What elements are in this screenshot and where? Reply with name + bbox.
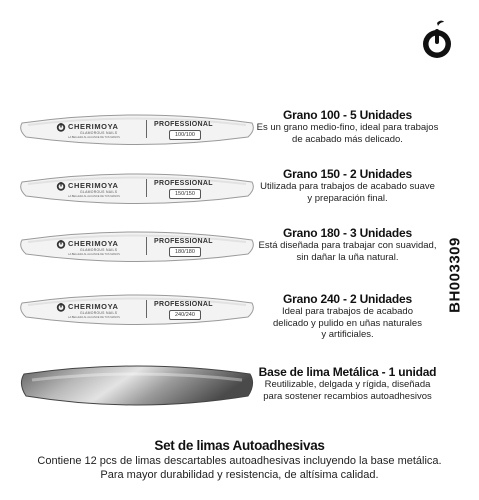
set-summary — [0, 437, 479, 482]
cherimoya-mini-icon — [56, 239, 66, 249]
nail-file-shape — [18, 283, 256, 333]
set-line: Contiene 12 pcs de limas descartables autoadhesivas incluyendo la base metálica. — [37, 455, 442, 467]
grit-label: 150/150 — [169, 189, 201, 199]
desc-line: y artificiales. — [321, 329, 374, 340]
nail-file-shape — [18, 220, 256, 270]
grit-180-title: Grano 180 - 3 Unidades — [283, 226, 412, 240]
grit-label: 100/100 — [169, 130, 201, 140]
grit-240-title: Grano 240 - 2 Unidades — [283, 292, 412, 306]
desc-line: Está diseñada para trabajar con suavidad, — [258, 240, 437, 251]
nail-file-180 — [18, 220, 256, 270]
file-type-label: PROFESSIONAL — [154, 301, 213, 308]
product-code-text: BH003309 — [446, 237, 464, 313]
nail-file-150 — [18, 162, 256, 212]
nail-file-shape — [18, 162, 256, 212]
grit-label: 240/240 — [169, 310, 201, 320]
desc-line: Ideal para trabajos de acabado — [282, 306, 413, 317]
file-divider — [146, 120, 147, 138]
grit-label: 180/180 — [169, 247, 201, 257]
cherimoya-mini-icon — [56, 302, 66, 312]
file-type-label: PROFESSIONAL — [154, 238, 213, 245]
grit-240-description — [250, 292, 445, 341]
brand-subtitle: GLAMOROUS NAILS — [80, 248, 118, 252]
file-type-label: PROFESSIONAL — [154, 121, 213, 128]
grit-150-title: Grano 150 - 2 Unidades — [283, 167, 412, 181]
desc-line: para sostener recambios autoadhesivos — [263, 390, 432, 402]
brand-name: CHERIMOYA — [68, 122, 119, 131]
brand-tagline: LA BELLEZA AL ALCANCE DE TUS MANOS — [68, 195, 120, 198]
brand-logo — [420, 20, 454, 60]
nail-file-240 — [18, 283, 256, 333]
cherimoya-mini-icon — [56, 181, 66, 191]
file-divider — [146, 179, 147, 197]
grit-180-description — [250, 226, 445, 263]
brand-subtitle: GLAMOROUS NAILS — [80, 311, 118, 315]
cherimoya-mini-icon — [56, 122, 66, 132]
brand-name: CHERIMOYA — [68, 302, 119, 311]
desc-line: Es un grano medio-fino, ideal para trabajos — [256, 122, 439, 133]
nail-file-100 — [18, 103, 256, 153]
nail-file-shape — [18, 103, 256, 153]
desc-line: y preparación final. — [307, 192, 388, 204]
brand-tagline: LA BELLEZA AL ALCANCE DE TUS MANOS — [68, 136, 120, 139]
grit-150-description — [250, 167, 445, 204]
metal-base-description — [250, 365, 445, 402]
set-line: Para mayor durabilidad y resistencia, de altísima calidad. — [100, 469, 379, 481]
file-type-label: PROFESSIONAL — [154, 180, 213, 187]
grit-100-description — [250, 108, 445, 145]
metal-base-shape — [18, 356, 256, 416]
desc-line: delicado y pulido en uñas naturales — [273, 317, 422, 329]
brand-subtitle: GLAMOROUS NAILS — [80, 131, 118, 135]
brand-tagline: LA BELLEZA AL ALCANCE DE TUS MANOS — [68, 253, 120, 256]
desc-line: Reutilizable, delgada y rígida, diseñada — [264, 379, 431, 390]
desc-line: de acabado más delicado. — [292, 133, 403, 145]
file-divider — [146, 300, 147, 318]
cherimoya-logo-icon — [420, 20, 454, 60]
metal-base-title: Base de lima Metálica - 1 unidad — [258, 365, 437, 379]
desc-line: sin dañar la uña natural. — [296, 251, 399, 263]
brand-name: CHERIMOYA — [68, 239, 119, 248]
metal-file-base — [18, 356, 256, 416]
grit-100-title: Grano 100 - 5 Unidades — [283, 108, 412, 122]
brand-subtitle: GLAMOROUS NAILS — [80, 190, 118, 194]
file-divider — [146, 237, 147, 255]
set-title: Set de limas Autoadhesivas — [154, 438, 325, 453]
brand-name: CHERIMOYA — [68, 181, 119, 190]
brand-tagline: LA BELLEZA AL ALCANCE DE TUS MANOS — [68, 316, 120, 319]
desc-line: Utilizada para trabajos de acabado suave — [260, 181, 435, 192]
